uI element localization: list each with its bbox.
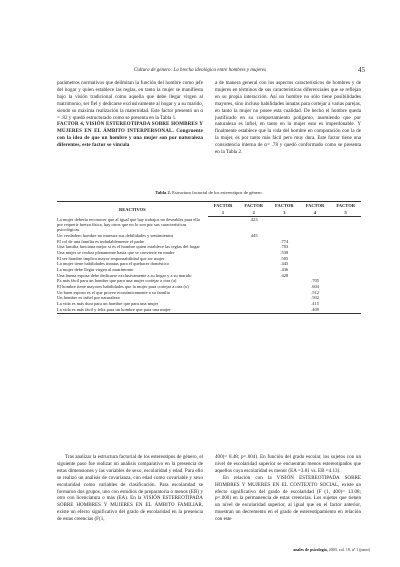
table-body (57, 217, 361, 314)
right-column (215, 80, 361, 156)
item-text: La mujer debe llegar virgen al matrimonio (57, 266, 134, 272)
item-text: El ser hombre implica mayor responsabilidad que ser mujer (57, 255, 165, 261)
item-text: La mujer debería reconocer que al igual que hay trabajos no deseables para ella por requerir fuerza física, hay otros que no lo son por sus características psicológicas (57, 216, 200, 233)
factor-loading (269, 217, 300, 233)
factor-loading: .604 (311, 284, 319, 290)
item-text: Un hombre es infiel por naturaleza (57, 295, 120, 301)
factor-loading (269, 307, 300, 314)
factor-number: 4 (300, 209, 331, 217)
factor-header: FACTOR (269, 202, 300, 210)
item-text: El hombre tiene mayores habilidades que la mujer para cortejar a otra (o) (57, 284, 189, 290)
factor-number: 3 (269, 209, 300, 217)
factor-loading: .774 (280, 238, 289, 244)
factor-loading (208, 217, 239, 233)
page-number: 45 (358, 66, 365, 74)
factor-header: FACTOR (300, 202, 331, 210)
paragraph: a de manera general con los aspectos característicos de hombres y de mujeres en términos de sus características diferenciales que se reflejan en su propia interacción. Así un hombre no sólo tiene posibilidades mayores, sino incluso habilidades innatas para cortejar a varias parejas, en tanto la mujer no posee esta cualidad. De hecho el hombre queda justificado en su comportamiento polígamo, asumiendo que por naturaleza es infiel, en tanto en la mujer esto es imperdonable. Y finalmente establece que la vida del hombre en comparación con la de la mujer, es por tanto más fácil pero muy dura. Este factor tiene una consistencia interna de α= .78 y quedó conformado como se presenta en la Tabla 2. (215, 80, 361, 156)
right-column (215, 454, 361, 523)
factor-loading: .415 (311, 301, 319, 307)
factor-loading (300, 217, 331, 233)
factor-loading: .445 (280, 261, 289, 267)
factor-header: FACTOR (238, 202, 269, 210)
item-text: Un buen esposo es el que provee económicamente a su familia (57, 289, 170, 295)
factor-loading (208, 307, 239, 314)
table-caption-text: Estructura factorial de los estereotipos de género. (172, 190, 263, 195)
item-text: Una mujer se realiza plenamente hasta que se convierte en madre (57, 249, 175, 255)
left-column (57, 80, 203, 156)
factor-loading: .705 (311, 278, 319, 284)
factor-loading: .445 (249, 232, 258, 238)
item-text: El rol de una familia es indudablemente el padre (57, 238, 145, 244)
paragraph: Tras analizar la estructura factorial de los estereotipos de género, el siguiente paso fue realizar un análisis comparativo en la presencia de estas dimensiones y las variables de sexo, escolaridad y edad. Para ello se realizó un análisis de covarianza, con edad como covariable y sexo escolaridad como variables de clasificación. Para escolaridad se formaron dos grupos, uno con estudios de preparatoria o menos (EB) y otro con licenciatura o más (EA). En la VISIÓN ESTEREOTIPADA SOBRE HOMBRES Y MUJERES EN EL ÁMBITO FAMILIAR, existe un efecto significativo del grado de escolaridad en la presencia de estas creencias (F(1, (57, 454, 203, 523)
factor-loading: .505 (280, 255, 289, 261)
item-text: La mujer tiene habilidades innatas para el quehacer doméstico (57, 261, 169, 267)
factor-number: 2 (238, 209, 269, 217)
item-text: La vida es más fácil y feliz para un hombre que para una mujer (57, 307, 208, 314)
top-text-columns (57, 80, 361, 156)
items-column-header: REACTIVOS (57, 202, 208, 217)
item-text: Un verdadero hombre no muestra sus debilidades y sentimientos (57, 232, 174, 238)
item-text: Una buena esposa debe dedicarse exclusivamente a su hogar y a su marido (57, 272, 192, 278)
factor-loading: .703 (280, 244, 289, 250)
table-row (57, 217, 361, 233)
factor-loading: .502 (311, 295, 319, 301)
factor-header: FACTOR (208, 202, 239, 210)
left-column (57, 454, 203, 523)
paragraph: En relación con la VISIÓN ESTEREOTIPADA SOBRE HOMBRES Y MUJERES EN EL CONTEXTO SOCIAL, existe un efecto significativo del grado de escolaridad (F (1, 400)= 13.08; p=.000) en la permanencia de estas creencias. Los sujetos que tienen un nivel de escolaridad superior, al igual que en el factor anterior, muestran un decremento en el grado de estereotipamiento en relación con este (215, 474, 361, 523)
journal-citation: 2003, vol. 19, nº 1 (junio) (328, 547, 370, 552)
page-footer (293, 547, 370, 552)
factor-loading (330, 307, 361, 314)
factor-number: 5 (330, 209, 361, 217)
factor-number: 1 (208, 209, 239, 217)
factor-structure-table (57, 201, 361, 314)
item-text: Una familia funciona mejor si es el hombre quien establece las reglas del hogar (57, 244, 200, 250)
factor-loading: .436 (280, 266, 289, 272)
factor-4-paragraph: FACTOR 4, VISIÓN ESTEREOTIPADA SOBRE HOMBRES Y MUJERES EN EL ÁMBITO INTERPERSONAL. Congruente con la idea de que un hombre y una mujer son por naturaleza diferentes, este factor se vincula (57, 121, 203, 149)
journal-name: anales de psicología, (293, 547, 328, 552)
paragraph: parámetros normativos que delimitan la función del hombre como jefe del hogar y quien establece las reglas, en tanto la mujer se manifiesta bajo la visión tradicional como aquella que debe llegar virgen al matrimonio, ser fiel y dedicarse exclusivamente al hogar y a su marido, siendo su máxima realización la maternidad. Este factor presentó un α = .82 y quedó estructurado como se presenta en la Tabla 1. (57, 80, 203, 121)
factor-loading (238, 307, 269, 314)
factor-loading: .512 (311, 289, 319, 295)
table-caption (57, 190, 361, 195)
item-text: La vida es más dura para un hombre que para una mujer (57, 301, 159, 307)
table-caption-label: Tabla 2. (155, 190, 171, 195)
factor-header: FACTOR (330, 202, 361, 210)
table-row (57, 307, 361, 314)
factor-loading (330, 217, 361, 233)
item-text: Es más fácil para un hombre que para una mujer cortejar a otra (a) (57, 278, 177, 284)
factor-loading: .409 (300, 307, 331, 314)
bottom-text-columns (57, 454, 361, 523)
table-header-row (57, 202, 361, 210)
running-title: Cultura de género: La brecha ideológica entre hombres y mujeres (134, 68, 266, 73)
factor-loading: .538 (280, 249, 289, 255)
factor-loading: .428 (280, 272, 289, 278)
factor-loading: .423 (249, 217, 258, 223)
paragraph: 400)= 8.48; p=.004). En función del grado escolar, los sujetos con un nivel de escolaridad superior se encuentran menos estereotipados que aquellos cuya escolaridad es menor (EA =3.81 vs. EB =4.13). (215, 454, 361, 474)
page-header (0, 66, 400, 78)
